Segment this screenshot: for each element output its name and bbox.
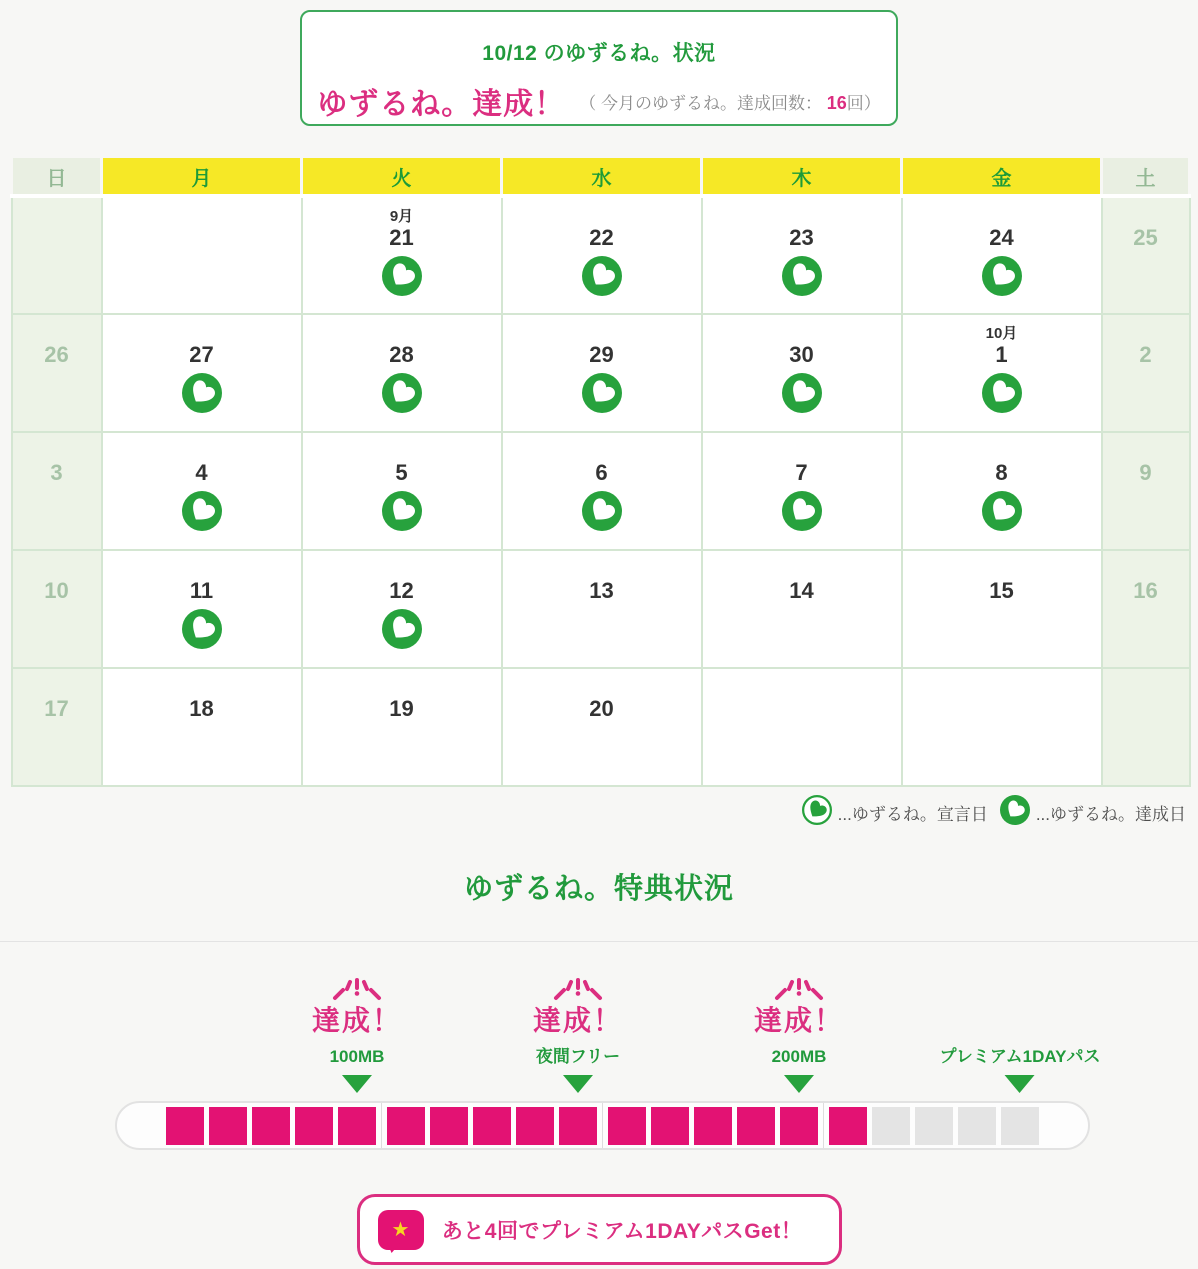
calendar-day-cell [502, 314, 702, 432]
day-number: 12 [389, 578, 414, 603]
progress-segment-filled [516, 1107, 554, 1145]
calendar-day-cell [702, 196, 902, 314]
calendar-day-cell [12, 196, 102, 314]
day-number: 16 [1133, 578, 1158, 603]
day-number: 14 [789, 578, 814, 603]
progress-segment-filled [737, 1107, 775, 1145]
milestone-achieved-text: 達成！ [311, 1005, 403, 1036]
yuzurune-achieved-icon [503, 256, 701, 296]
progress-segment-filled [473, 1107, 511, 1145]
legend-declared [802, 795, 988, 830]
progress-segment-filled [295, 1107, 333, 1145]
milestone-label: 200MB [771, 1047, 827, 1066]
calendar-day-cell [1102, 432, 1190, 550]
day-number: 30 [789, 342, 814, 367]
day-number: 3 [50, 460, 63, 485]
milestone-label: 夜間フリー [535, 1047, 621, 1066]
calendar-day-cell [1102, 550, 1190, 668]
yuzurune-achieved-icon [303, 256, 501, 296]
calendar-day-cell [702, 550, 902, 668]
calendar-day-cell [902, 196, 1102, 314]
calendar-header-row [12, 158, 1190, 196]
progress-segment-filled [651, 1107, 689, 1145]
day-number: 21 [389, 225, 414, 250]
calendar-week-row [12, 196, 1190, 314]
star-icon: ★ [391, 1218, 410, 1241]
progress-segment-filled [338, 1107, 376, 1145]
day-number: 29 [589, 342, 614, 367]
day-number: 6 [595, 460, 608, 485]
progress-segment-filled [166, 1107, 204, 1145]
calendar-day-cell [702, 668, 902, 786]
calendar-day-cell [902, 550, 1102, 668]
progress-segment-filled [608, 1107, 646, 1145]
yuzurune-achieved-icon [103, 373, 301, 413]
milestone-夜間フリー [533, 977, 623, 1093]
next-reward-message-box [357, 1194, 842, 1265]
day-number: 17 [44, 696, 69, 721]
calendar-week-row [12, 668, 1190, 786]
yuzurune-status-page [0, 10, 1198, 1265]
calendar-week-row [12, 314, 1190, 432]
progress-bar [115, 1101, 1090, 1150]
calendar-day-cell [12, 550, 102, 668]
yuzurune-achieved-icon [903, 373, 1101, 413]
status-date-line: 10/12 のゆずるね。状況 [482, 42, 716, 65]
day-header-水: 水 [502, 158, 702, 196]
calendar-day-cell [102, 314, 302, 432]
progress-segment-filled [780, 1107, 818, 1145]
day-header-金: 金 [902, 158, 1102, 196]
calendar-day-cell [302, 314, 502, 432]
day-number: 26 [44, 342, 69, 367]
yuzurune-achieved-icon [303, 609, 501, 649]
calendar-day-cell [12, 432, 102, 550]
legend-declared-label: ...ゆずるね。宣言日 [837, 804, 988, 824]
day-number: 13 [589, 578, 614, 603]
segment-group-divider [823, 1103, 824, 1148]
yuzurune-achieved-icon [703, 491, 901, 531]
progress-segment-empty [1001, 1107, 1039, 1145]
yuzurune-achieved-icon [103, 609, 301, 649]
status-count-value: 16 [826, 92, 847, 113]
calendar [10, 158, 1191, 787]
yuzurune-achieved-icon [303, 373, 501, 413]
yuzurune-achieved-icon [303, 491, 501, 531]
day-number: 25 [1133, 225, 1158, 250]
progress-segment-empty [915, 1107, 953, 1145]
day-number: 20 [589, 696, 614, 721]
day-number: 19 [389, 696, 414, 721]
yuzurune-achieved-icon [903, 256, 1101, 296]
status-result: ゆずるね。達成！ [317, 88, 566, 121]
calendar-day-cell [12, 668, 102, 786]
milestone-achieved-text: 達成！ [532, 1005, 624, 1036]
progress-segment-filled [694, 1107, 732, 1145]
yuzurune-achieved-icon [703, 256, 901, 296]
calendar-legend [0, 796, 1186, 828]
segment-group-divider [381, 1103, 382, 1148]
day-header-火: 火 [302, 158, 502, 196]
calendar-day-cell [12, 314, 102, 432]
triangle-down-icon [784, 1075, 814, 1093]
triangle-down-icon [563, 1075, 593, 1093]
calendar-day-cell [302, 550, 502, 668]
progress-segment-filled [252, 1107, 290, 1145]
yuzurune-achieved-icon [1000, 795, 1030, 830]
day-number: 18 [189, 696, 214, 721]
day-header-月: 月 [102, 158, 302, 196]
yuzurune-achieved-icon [103, 491, 301, 531]
progress-segment-empty [958, 1107, 996, 1145]
month-label: 10月 [985, 325, 1018, 342]
calendar-day-cell [902, 668, 1102, 786]
yuzurune-declared-icon [802, 795, 832, 830]
progress-segment-filled [209, 1107, 247, 1145]
calendar-day-cell [702, 432, 902, 550]
calendar-day-cell [1102, 314, 1190, 432]
calendar-week-row [12, 550, 1190, 668]
sparkle-burst-icon [549, 977, 607, 1004]
progress-segment-filled [829, 1107, 867, 1145]
calendar-day-cell [102, 432, 302, 550]
day-number: 8 [995, 460, 1008, 485]
day-number: 2 [1139, 342, 1152, 367]
yuzurune-achieved-icon [903, 491, 1101, 531]
day-number: 22 [589, 225, 614, 250]
calendar-day-cell [702, 314, 902, 432]
month-label: 9月 [389, 208, 414, 225]
milestone-プレミアム1DAYパス [940, 1038, 1101, 1093]
rewards-progress-graph [115, 942, 1101, 1150]
sparkle-burst-icon [770, 977, 828, 1004]
triangle-down-icon [1005, 1075, 1035, 1093]
calendar-day-cell [102, 550, 302, 668]
calendar-day-cell [902, 314, 1102, 432]
calendar-day-cell [502, 196, 702, 314]
calendar-day-cell [102, 668, 302, 786]
yuzurune-achieved-icon [503, 373, 701, 413]
milestone-100MB [312, 977, 402, 1093]
day-number: 9 [1139, 460, 1152, 485]
status-count-suffix: 回） [846, 93, 881, 113]
yuzurune-achieved-icon [503, 491, 701, 531]
day-header-日: 日 [12, 158, 102, 196]
day-header-木: 木 [702, 158, 902, 196]
calendar-week-row [12, 432, 1190, 550]
progress-segment-filled [430, 1107, 468, 1145]
status-result-line [302, 79, 896, 123]
status-count-prefix: （ 今月のゆずるね。達成回数： [579, 93, 822, 113]
status-count [579, 89, 881, 114]
legend-achieved [1000, 795, 1186, 830]
day-number: 7 [795, 460, 808, 485]
day-number: 28 [389, 342, 414, 367]
day-number: 27 [189, 342, 214, 367]
calendar-day-cell [902, 432, 1102, 550]
progress-segment-filled [387, 1107, 425, 1145]
calendar-day-cell [502, 432, 702, 550]
calendar-day-cell [502, 668, 702, 786]
yuzurune-achieved-icon [703, 373, 901, 413]
calendar-day-cell [1102, 668, 1190, 786]
triangle-down-icon [342, 1075, 372, 1093]
day-number: 11 [189, 578, 214, 603]
day-header-土: 土 [1102, 158, 1190, 196]
rewards-section-title: ゆずるね。特典状況 [463, 873, 734, 905]
day-number: 5 [395, 460, 408, 485]
speech-bubble-star-icon [378, 1210, 424, 1250]
day-number: 15 [989, 578, 1014, 603]
milestone-200MB [754, 977, 844, 1093]
day-number: 4 [195, 460, 208, 485]
milestone-label: プレミアム1DAYパス [939, 1047, 1101, 1066]
day-number: 10 [44, 578, 69, 603]
milestone-achieved-text: 達成！ [753, 1005, 845, 1036]
calendar-day-cell [302, 668, 502, 786]
calendar-day-cell [302, 432, 502, 550]
day-number: 23 [789, 225, 814, 250]
calendar-day-cell [102, 196, 302, 314]
next-reward-message: あと4回でプレミアム1DAYパスGet！ [441, 1219, 803, 1243]
progress-segment-empty [872, 1107, 910, 1145]
calendar-day-cell [1102, 196, 1190, 314]
segment-group-divider [602, 1103, 603, 1148]
sparkle-burst-icon [328, 977, 386, 1004]
legend-achieved-label: ...ゆずるね。達成日 [1035, 804, 1186, 824]
day-number: 1 [995, 342, 1008, 367]
milestone-label: 100MB [329, 1047, 385, 1066]
day-number: 24 [989, 225, 1014, 250]
progress-segment-filled [559, 1107, 597, 1145]
calendar-day-cell [502, 550, 702, 668]
calendar-day-cell [302, 196, 502, 314]
status-box [300, 10, 898, 126]
